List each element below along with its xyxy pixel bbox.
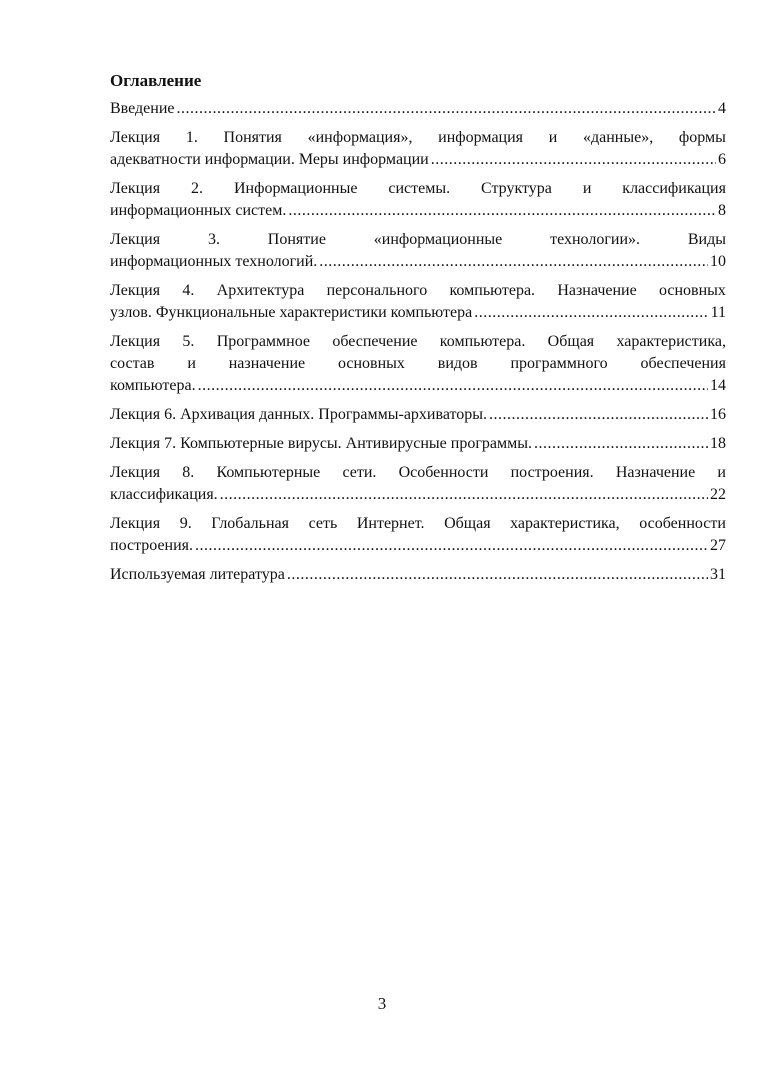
toc-entry-last-line <box>110 484 726 506</box>
toc-word: «информационные <box>373 231 503 248</box>
toc-word: информация <box>438 129 524 146</box>
toc-word: 4. <box>182 282 195 299</box>
toc-entry-title: адекватности информации. Меры информации <box>110 151 429 168</box>
toc-word: Структура <box>481 180 552 197</box>
toc-page-number: 6 <box>718 151 726 168</box>
toc-word: Особенности <box>398 464 489 481</box>
toc-entry-line <box>110 178 726 200</box>
toc-entry-last-line <box>110 564 726 586</box>
toc-dot-leader <box>489 404 708 426</box>
toc-word: Назначение <box>557 282 637 299</box>
toc-word: системы. <box>388 180 451 197</box>
toc-entry-last-line <box>110 149 726 171</box>
toc-dot-leader <box>287 564 708 586</box>
toc-word: Лекция <box>110 464 161 481</box>
toc-word: Понятие <box>267 231 326 248</box>
toc-entry-line <box>110 280 726 302</box>
toc-entry[interactable] <box>110 462 726 506</box>
toc-word: программного <box>510 355 608 372</box>
toc-entry-title: информационных систем. <box>110 202 287 219</box>
toc-entry-last-line <box>110 375 726 397</box>
toc-dot-leader <box>474 302 708 324</box>
toc-entry-title: Введение <box>110 100 175 117</box>
toc-word: видов <box>437 355 478 372</box>
toc-word: Лекция <box>110 515 161 532</box>
toc-list <box>110 98 726 586</box>
toc-page-number: 18 <box>710 435 726 452</box>
toc-page-number: 31 <box>710 566 726 583</box>
toc-word: формы <box>678 129 726 146</box>
toc-entry-title: информационных технологий. <box>110 253 318 270</box>
toc-word: особенности <box>639 515 726 532</box>
toc-dot-leader <box>198 375 708 397</box>
toc-entry-line <box>110 353 726 375</box>
toc-entry-line <box>110 229 726 251</box>
toc-entry-line <box>110 462 726 484</box>
toc-word: Виды <box>687 231 726 248</box>
toc-page-number: 10 <box>710 253 726 270</box>
toc-entry-title: классификация. <box>110 486 218 503</box>
toc-entry-title: Лекция 6. Архивация данных. Программы-архиваторы. <box>110 406 488 423</box>
toc-word: построения. <box>510 464 594 481</box>
toc-dot-leader <box>220 484 708 506</box>
toc-entry[interactable] <box>110 178 726 222</box>
toc-entry[interactable] <box>110 229 726 273</box>
toc-page-number: 8 <box>718 202 726 219</box>
toc-word: характеристика, <box>510 515 620 532</box>
toc-word: Понятия <box>223 129 282 146</box>
toc-word: Лекция <box>110 129 161 146</box>
toc-word: Глобальная <box>211 515 289 532</box>
toc-entry-line <box>110 331 726 353</box>
toc-entry-title: компьютера. <box>110 377 196 394</box>
toc-page-number: 14 <box>710 377 726 394</box>
toc-word: Общая <box>444 515 491 532</box>
toc-word: «информация», <box>307 129 413 146</box>
toc-dot-leader <box>431 149 716 171</box>
toc-page-number: 4 <box>718 100 726 117</box>
toc-word: компьютера. <box>449 282 536 299</box>
toc-word: основных <box>337 355 405 372</box>
toc-entry-line <box>110 127 726 149</box>
toc-word: и <box>548 129 558 146</box>
toc-word: 5. <box>182 333 195 350</box>
toc-word: Лекция <box>110 180 161 197</box>
toc-word: Компьютерные <box>216 464 321 481</box>
toc-dot-leader <box>319 251 708 273</box>
toc-word: персонального <box>326 282 428 299</box>
toc-word: «данные», <box>583 129 654 146</box>
toc-word: Программное <box>216 333 311 350</box>
toc-word: Информационные <box>233 180 358 197</box>
toc-dot-leader <box>177 98 717 120</box>
toc-page-number: 22 <box>710 486 726 503</box>
toc-word: 3. <box>207 231 220 248</box>
toc-word: технологии». <box>550 231 640 248</box>
toc-word: компьютера. <box>439 333 526 350</box>
toc-page-number: 27 <box>710 537 726 554</box>
toc-word: 8. <box>182 464 195 481</box>
toc-word: назначение <box>228 355 306 372</box>
toc-word: 2. <box>191 180 204 197</box>
toc-entry-last-line <box>110 433 726 455</box>
toc-entry-last-line <box>110 404 726 426</box>
toc-word: Лекция <box>110 282 161 299</box>
toc-word: состав <box>110 355 155 372</box>
toc-entry[interactable] <box>110 564 726 586</box>
toc-word: обеспечение <box>332 333 418 350</box>
toc-word: сеть <box>308 515 338 532</box>
toc-word: основных <box>658 282 726 299</box>
page-number: 3 <box>377 994 387 1013</box>
toc-entry-last-line <box>110 200 726 222</box>
document-page <box>110 70 726 593</box>
toc-entry[interactable] <box>110 404 726 426</box>
toc-entry-line <box>110 513 726 535</box>
toc-word: и <box>582 180 592 197</box>
toc-entry-last-line <box>110 302 726 324</box>
toc-entry-last-line <box>110 98 726 120</box>
toc-word: Общая <box>547 333 595 350</box>
toc-word: сети. <box>342 464 377 481</box>
toc-entry-last-line <box>110 535 726 557</box>
toc-entry[interactable] <box>110 433 726 455</box>
toc-word: и <box>717 464 726 481</box>
toc-dot-leader <box>195 535 708 557</box>
toc-word: обеспечения <box>640 355 726 372</box>
toc-heading: Оглавление <box>110 71 202 90</box>
toc-entry-title: построения. <box>110 537 194 554</box>
toc-word: 1. <box>185 129 198 146</box>
toc-entry-title: Лекция 7. Компьютерные вирусы. Антивирусные программы. <box>110 435 532 452</box>
toc-word: Лекция <box>110 231 161 248</box>
toc-entry[interactable] <box>110 127 726 171</box>
toc-dot-leader <box>288 200 716 222</box>
toc-entry[interactable] <box>110 98 726 120</box>
toc-page-number: 16 <box>710 406 726 423</box>
toc-word: и <box>187 355 196 372</box>
toc-entry-last-line <box>110 251 726 273</box>
toc-page-number: 11 <box>710 304 726 321</box>
toc-entry-title: узлов. Функциональные характеристики компьютера <box>110 304 473 321</box>
toc-dot-leader <box>534 433 708 455</box>
toc-word: Интернет. <box>356 515 425 532</box>
toc-entry[interactable] <box>110 513 726 557</box>
toc-word: классификация <box>622 180 726 197</box>
toc-word: Лекция <box>110 333 161 350</box>
toc-word: характеристика, <box>616 333 726 350</box>
toc-word: Архитектура <box>216 282 305 299</box>
toc-entry[interactable] <box>110 331 726 397</box>
toc-entry[interactable] <box>110 280 726 324</box>
toc-word: Назначение <box>615 464 696 481</box>
toc-word: 9. <box>179 515 192 532</box>
toc-entry-title: Используемая литература <box>110 566 285 583</box>
